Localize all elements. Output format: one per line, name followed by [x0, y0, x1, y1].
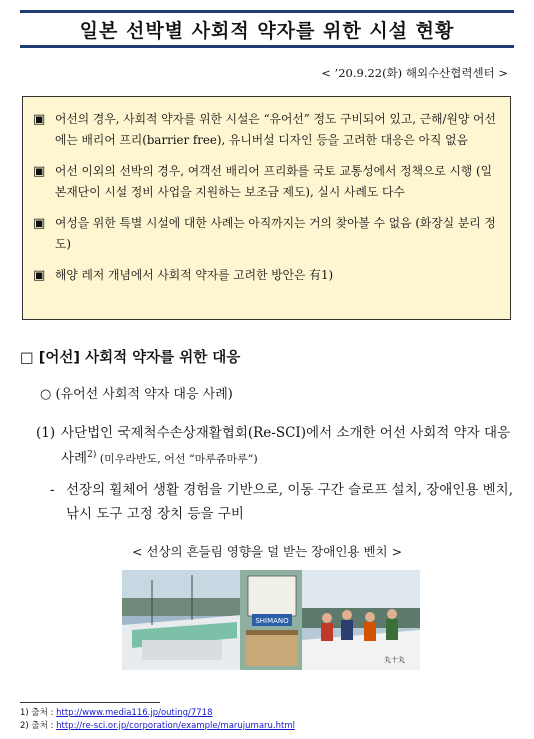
square-bullet-icon: ▣ — [33, 112, 46, 127]
item-note: (미우라반도, 어선 “마루쥬마루”) — [96, 452, 258, 466]
summary-bullet — [33, 109, 500, 151]
square-bullet-icon: ▣ — [33, 268, 46, 283]
title-banner — [20, 10, 514, 48]
photo-boat-text: 丸十丸 — [384, 656, 405, 664]
footnote — [20, 719, 295, 731]
footnote — [20, 706, 213, 718]
summary-box — [22, 96, 511, 320]
summary-text: 해양 레저 개념에서 사회적 약자를 고려한 방안은 有1) — [55, 268, 334, 282]
summary-bullet — [33, 213, 500, 255]
dash-text: 선장의 휠체어 생활 경험을 기반으로, 이동 구간 슬로프 설치, 장애인용 벤치, 낚시 도구 고정 장치 등을 구비 — [66, 482, 514, 522]
item-number: (1) — [36, 425, 56, 441]
footnote-label: 1) 출처 : — [20, 708, 57, 718]
summary-bullet — [33, 161, 500, 203]
photo-caption: < 선상의 흔들림 영향을 덜 받는 장애인용 벤치 > — [131, 544, 403, 559]
section-heading: □ [어선] 사회적 약자를 위한 대응 — [20, 350, 241, 366]
footnote-label: 2) 출처 : — [20, 721, 57, 731]
footnote-ref: 2) — [87, 450, 97, 460]
footnote-link[interactable]: http://re-sci.or.jp/corporation/example/marujumaru.html — [56, 721, 295, 731]
summary-text: 여성을 위한 특별 시설에 대한 사례는 아직까지는 거의 찾아볼 수 없음 (화장실 분리 정도) — [55, 216, 496, 251]
boat-bench-photo — [122, 570, 420, 670]
numbered-item — [36, 422, 516, 471]
footnote-divider — [20, 702, 160, 703]
square-bullet-icon: ▣ — [33, 216, 46, 231]
date-source-line: < ’20.9.22(화) 해외수산협력센터 > — [321, 66, 508, 80]
item-text: 사단법인 국제척수손상재활협회(Re-SCI)에서 소개한 어선 사회적 약자 대응 사례 — [61, 425, 511, 467]
dash-item — [50, 478, 515, 526]
summary-text: 어선 이외의 선박의 경우, 여객선 배리어 프리화를 국토 교통성에서 정책으로 시행 (일본재단이 시설 정비 사업을 지원하는 보조금 제도), 실시 사례도 다수 — [55, 164, 493, 199]
footnote-link[interactable]: http://www.media116.jp/outing/7718 — [56, 708, 213, 718]
summary-bullet — [33, 265, 500, 286]
dash-mark: - — [50, 482, 55, 498]
sub-heading: ○ (유어선 사회적 약자 대응 사례) — [40, 387, 233, 402]
summary-text: 어선의 경우, 사회적 약자를 위한 시설은 “유어선” 정도 구비되어 있고, 근해/원양 어선에는 배리어 프리(barrier free), 유니버설 디자인 등을 고려한 대응은 아직 없음 — [55, 112, 496, 147]
square-bullet-icon: ▣ — [33, 164, 46, 179]
photo-sign-text: SHIMANO — [255, 617, 289, 625]
page-title: 일본 선박별 사회적 약자를 위한 시설 현황 — [79, 19, 455, 42]
